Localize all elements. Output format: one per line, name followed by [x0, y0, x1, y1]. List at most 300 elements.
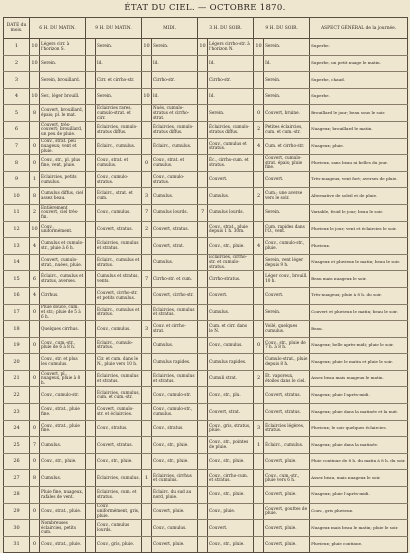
cloud-9am [86, 39, 96, 56]
sky-noon: Couv., str., pluie. [152, 453, 198, 470]
table-row [4, 387, 408, 404]
cloud-3pm: 7 [198, 204, 208, 221]
sky-noon: Couvert, pluie. [152, 503, 198, 520]
cloud-9am [86, 287, 96, 304]
cloud-6am: 0 [30, 420, 40, 437]
cloud-3pm [198, 88, 208, 105]
sky-6am: Couv., str. et plus les cumulus. [40, 354, 86, 371]
cloud-9am [86, 155, 96, 172]
sky-3pm: Couv., cirrho-cum. et stratus. [208, 470, 254, 487]
sky-9pm: Couv., str., pluie de 7 h. à 8 h. [264, 337, 310, 354]
sky-noon: Cirrho-str. [152, 72, 198, 89]
cloud-9pm: 2 [254, 370, 264, 387]
cloud-3pm [198, 404, 208, 421]
aspect-cell: Assez beau, mais nuageux le soir. [310, 470, 408, 487]
cloud-9pm: 2 [254, 188, 264, 205]
sky-9am: Éclaircies, cumulus, cum. et cum.-str. [96, 387, 142, 404]
cloud-6am [30, 387, 40, 404]
sky-6am: Couv., strat., pluie fine. [40, 420, 86, 437]
cloud-noon [142, 370, 152, 387]
table-row [4, 304, 408, 321]
cloud-3pm [198, 221, 208, 238]
aspect-cell: Alternative de soleil et de pluie. [310, 188, 408, 205]
sky-9am: Éclairc., cumulus. [96, 138, 142, 155]
sky-3pm: Couvert. [208, 287, 254, 304]
cloud-9pm [254, 304, 264, 321]
day-cell: 17 [4, 304, 30, 321]
sky-noon: Cumulus. [152, 337, 198, 354]
aspect-cell: Pluvieux le jour; vent et éclaircies le soir. [310, 221, 408, 238]
sky-6am: Couv., strat., pluie fine. [40, 404, 86, 421]
sky-noon: Couv., cumulo-str., cumulus. [152, 404, 198, 421]
day-cell: 8 [4, 155, 30, 172]
day-cell: 24 [4, 420, 30, 437]
cloud-noon: 10 [142, 39, 152, 56]
cloud-3pm [198, 321, 208, 338]
sky-6am: Entièrement couvert, ciel très-fin. [40, 204, 86, 221]
sky-noon: Cirrho-str. et cum. [152, 271, 198, 288]
sky-9am: Couvert, cumulo-str. et éclaircies. [96, 404, 142, 421]
sky-noon: Couvert, strat. [152, 238, 198, 255]
sky-9am: Éclaircies rares, cumulo-strat. et cirr. [96, 105, 142, 122]
aspect-cell: Superbe, chaud. [310, 72, 408, 89]
day-cell: 23 [4, 404, 30, 421]
aspect-cell: Nuageux; pluie l'après-midi. [310, 487, 408, 504]
sky-3pm: Cum. et cirr. dans le N. [208, 321, 254, 338]
cloud-3pm [198, 238, 208, 255]
cloud-9am [86, 404, 96, 421]
cloud-noon [142, 254, 152, 271]
table-row [4, 503, 408, 520]
sky-3pm: Couv., str., pointes de pluie. [208, 437, 254, 454]
cloud-9pm [254, 354, 264, 371]
sky-3pm: Couv., str., pluie. [208, 487, 254, 504]
sky-9am: Couvert, stratus. [96, 221, 142, 238]
sky-6am: Couv., strat., pluie. [40, 536, 86, 553]
cloud-6am: 0 [30, 503, 40, 520]
cloud-6am: 1 [30, 171, 40, 188]
sky-3pm: Légers cirrho-str. à l'horizon N. [208, 39, 254, 56]
cloud-3pm: 10 [198, 39, 208, 56]
cloud-3pm [198, 354, 208, 371]
cloud-9pm: 3 [254, 420, 264, 437]
sky-6am: Couvert, cumulo-strat., nuées, pluie. [40, 254, 86, 271]
cloud-6am [30, 321, 40, 338]
cloud-3pm [198, 271, 208, 288]
day-cell: 30 [4, 520, 30, 537]
cloud-9am [86, 520, 96, 537]
cloud-9am [86, 503, 96, 520]
aspect-cell: Assez beau mais nuageux le matin. [310, 370, 408, 387]
cloud-9pm [254, 536, 264, 553]
sky-3pm: Couv., strat., pluie depuis 1 h. 30m. [208, 221, 254, 238]
aspect-cell: Nuageux mais beau le matin; pluie le soir. [310, 520, 408, 537]
sky-9pm: Serein. [264, 88, 310, 105]
table-row [4, 287, 408, 304]
cloud-9pm [254, 171, 264, 188]
sky-9am: Serein. [96, 88, 142, 105]
sky-3pm: Serein. [208, 105, 254, 122]
cloud-noon [142, 337, 152, 354]
header-aspect: ASPECT GÉNÉRAL de la journée. [310, 18, 408, 39]
sky-9am: Couv., cumulo-stratus. [96, 171, 142, 188]
cloud-6am: 7 [30, 437, 40, 454]
header-row [4, 18, 408, 39]
sky-9am: Cir. et cum. dans le N., pluie vers 10 h. [96, 354, 142, 371]
sky-noon: Cumulus. [152, 254, 198, 271]
sky-3pm: Couv., cumulus et stratus. [208, 138, 254, 155]
aspect-cell: Nuageux et pluvieux le matin; beau le soir. [310, 254, 408, 271]
day-cell: 18 [4, 321, 30, 338]
table-row [4, 470, 408, 487]
cloud-3pm [198, 536, 208, 553]
cloud-6am [30, 520, 40, 537]
cloud-noon: 3 [142, 321, 152, 338]
day-cell: 11 [4, 204, 30, 221]
day-cell: 1 [4, 39, 30, 56]
table-row [4, 453, 408, 470]
sky-9am: Couvert, stratus. [96, 437, 142, 454]
cloud-9am [86, 453, 96, 470]
sky-9pm: Serein. [264, 39, 310, 56]
table-row [4, 138, 408, 155]
cloud-9pm: 10 [254, 39, 264, 56]
sky-3pm: Couv., str., plu. [208, 387, 254, 404]
cloud-noon [142, 487, 152, 504]
sky-9pm: Couvert, pluie. [264, 536, 310, 553]
cloud-9am [86, 204, 96, 221]
day-cell: 26 [4, 453, 30, 470]
sky-6am: Couv., uniformément. [40, 221, 86, 238]
table-row [4, 105, 408, 122]
sky-9pm: Léger couv., brouill. 10 h. [264, 271, 310, 288]
sky-noon: Couv., strat. et cumulus. [152, 155, 198, 172]
sky-9am: Éclairc., cumulo-stratus. [96, 337, 142, 354]
sky-9am: Couv. uniformément, gris, pluie. [96, 503, 142, 520]
cloud-3pm [198, 121, 208, 138]
aspect-cell: Nuageux; belle après-midi; pluie le soir. [310, 337, 408, 354]
table-row [4, 437, 408, 454]
sky-6am: Couv., str., pl. plus fine, vent, pluie. [40, 155, 86, 172]
cloud-6am: 10 [30, 221, 40, 238]
sky-3pm: Cirrho-str. [208, 72, 254, 89]
cloud-9am [86, 321, 96, 338]
sky-9pm: Éclairc., cumulus. [264, 437, 310, 454]
sky-9pm: Couvert, stratus. [264, 404, 310, 421]
table-row [4, 487, 408, 504]
header-date: DATE du mois. [4, 18, 30, 39]
sky-noon: Éclairc. du sud au nord, pluie. [152, 487, 198, 504]
sky-3pm: Couv., str., pluie. [208, 536, 254, 553]
cloud-3pm [198, 287, 208, 304]
cloud-9am [86, 437, 96, 454]
cloud-noon: 3 [142, 188, 152, 205]
cloud-9am [86, 221, 96, 238]
sky-3pm: Cumulus. [208, 304, 254, 321]
aspect-cell: Très-nuageux, vent fort; averses de pluie. [310, 171, 408, 188]
sky-9am: Couv., stratus. [96, 420, 142, 437]
aspect-cell: Nuageux; pluie l'après-midi. [310, 387, 408, 404]
cloud-6am [30, 404, 40, 421]
aspect-cell: Superbe. [310, 88, 408, 105]
cloud-6am [30, 121, 40, 138]
sky-noon: Couvert, pluie. [152, 536, 198, 553]
sky-6am: Légers cirr. à l'horizon S. [40, 39, 86, 56]
cloud-6am [30, 254, 40, 271]
cloud-9pm [254, 387, 264, 404]
cloud-noon: 0 [142, 155, 152, 172]
cloud-noon: 2 [142, 221, 152, 238]
cloud-3pm [198, 420, 208, 437]
aspect-cell: Pluie continue de 8 h. du matin à 8 h. du soir. [310, 453, 408, 470]
cloud-noon [142, 171, 152, 188]
cloud-9pm [254, 287, 264, 304]
cloud-9pm [254, 503, 264, 520]
cloud-9pm: 2 [254, 121, 264, 138]
aspect-cell: Superbe, un petit nuage le matin. [310, 55, 408, 72]
table-row [4, 171, 408, 188]
sky-3pm: Cumulus rapides. [208, 354, 254, 371]
sky-3pm: Couv., cumulus. [208, 337, 254, 354]
table-row [4, 420, 408, 437]
sky-3pm: Couvert. [208, 520, 254, 537]
sky-6am: Couv., strat., pluie. [40, 503, 86, 520]
cloud-3pm [198, 520, 208, 537]
sky-9am: Éclairc., cumulus et stratus. [96, 304, 142, 321]
cloud-9pm: 1 [254, 437, 264, 454]
cloud-noon [142, 287, 152, 304]
cloud-9pm: 4 [254, 138, 264, 155]
table-row [4, 204, 408, 221]
sky-6am: Couv., cumulo-str. [40, 387, 86, 404]
cloud-6am [30, 487, 40, 504]
cloud-3pm [198, 503, 208, 520]
cloud-3pm [198, 470, 208, 487]
sky-9am: Couv., cumulus. [96, 204, 142, 221]
cloud-3pm [198, 387, 208, 404]
cloud-3pm [198, 105, 208, 122]
cloud-9am [86, 88, 96, 105]
cloud-9pm [254, 487, 264, 504]
sky-9pm: Couvert, cumulo-strat. épais; pluie fine. [264, 155, 310, 172]
table-row [4, 404, 408, 421]
cloud-9pm [254, 321, 264, 338]
cloud-9am [86, 188, 96, 205]
sky-3pm: Couv., str., pluie. [208, 453, 254, 470]
sky-6am: Serein, brouillard. [40, 72, 86, 89]
cloud-6am: 8 [30, 105, 40, 122]
cloud-3pm [198, 171, 208, 188]
sky-9pm: Couv., cumulo-str., pluie. [264, 238, 310, 255]
table-row [4, 155, 408, 172]
cloud-9am [86, 55, 96, 72]
cloud-6am: 0 [30, 304, 40, 321]
cloud-3pm [198, 304, 208, 321]
sky-9pm: Cumulo-strat., pluie depuis 8 h. [264, 354, 310, 371]
cloud-noon [142, 72, 152, 89]
cloud-6am [30, 354, 40, 371]
sky-6am: Couv., str., pluie. [40, 453, 86, 470]
cloud-noon [142, 138, 152, 155]
cloud-9pm [254, 470, 264, 487]
sky-9pm: Cum.; une averse vers le soir. [264, 188, 310, 205]
sky-6am: Cumulus. [40, 437, 86, 454]
sky-9am: Couv., cumulus lourds. [96, 520, 142, 537]
cloud-9pm [254, 55, 264, 72]
cloud-noon [142, 503, 152, 520]
aspect-cell: Pluvieux; pluie continue. [310, 536, 408, 553]
sky-6am: Quelques cirrhus. [40, 321, 86, 338]
sky-6am: Couv., strat. peu nuageux; vent et pluie. [40, 138, 86, 155]
cloud-3pm [198, 55, 208, 72]
sky-noon: Éclaircies, cumulus et stratus. [152, 304, 198, 321]
aspect-cell: Couvert et pluvieux le matin; beau le soir. [310, 304, 408, 321]
sky-6am: Éclaircies, petits cumulus. [40, 171, 86, 188]
sky-9pm: Couvert, pluie. [264, 520, 310, 537]
cloud-3pm [198, 188, 208, 205]
cloud-noon: 7 [142, 204, 152, 221]
sky-3pm: Id. [208, 55, 254, 72]
sky-3pm: Id. [208, 88, 254, 105]
cloud-9am [86, 387, 96, 404]
day-cell: 28 [4, 487, 30, 504]
cloud-6am: 10 [30, 39, 40, 56]
day-cell: 5 [4, 105, 30, 122]
cloud-6am: 4 [30, 238, 40, 255]
table-row [4, 337, 408, 354]
cloud-3pm [198, 254, 208, 271]
sky-9pm: Id. [264, 55, 310, 72]
sky-noon: Id. [152, 88, 198, 105]
sky-noon: Couv., str., pluie. [152, 437, 198, 454]
sky-9pm: Voilé, quelques cumulus. [264, 321, 310, 338]
cloud-9pm [254, 204, 264, 221]
table-row [4, 39, 408, 56]
sky-noon: Serein. [152, 39, 198, 56]
cloud-6am: 0 [30, 536, 40, 553]
aspect-cell: Beau. [310, 321, 408, 338]
day-cell: 12 [4, 221, 30, 238]
cloud-noon [142, 304, 152, 321]
cloud-noon [142, 520, 152, 537]
sky-noon: Éclaircies, cirrhus et cumulus. [152, 470, 198, 487]
table-row [4, 254, 408, 271]
aspect-cell: Nuageux; pluie le matin et pluie le soir. [310, 354, 408, 371]
aspect-cell: Pluvieux; le soir quelques éclaircies. [310, 420, 408, 437]
cloud-noon [142, 238, 152, 255]
sky-9am: Cirr. et cirrho-str. [96, 72, 142, 89]
sky-noon: Couvert, cirrho-str. [152, 287, 198, 304]
sky-3pm: Cumulus lourds. [208, 204, 254, 221]
sky-9am: Éclaircies, cumulo-stratus diffus. [96, 121, 142, 138]
aspect-cell: Nuageux; pluie dans la matinée et la nuit. [310, 404, 408, 421]
aspect-cell: Nuageux; pluie dans la matinée. [310, 437, 408, 454]
day-cell: 7 [4, 138, 30, 155]
sky-noon: Couv., cumulus. [152, 520, 198, 537]
sky-9am: Couvert, cirrho-str. et petits cumulus. [96, 287, 142, 304]
sky-3pm: Couv., gris, stratus, pluie. [208, 420, 254, 437]
day-cell: 9 [4, 171, 30, 188]
sky-noon: Cumulus lourds. [152, 204, 198, 221]
sky-9pm: Ét. vaporeux, étoiles dans le ciel. [264, 370, 310, 387]
sky-9pm: Couvert. [264, 171, 310, 188]
table-row [4, 121, 408, 138]
sky-6am: Serein. [40, 55, 86, 72]
cloud-9am [86, 271, 96, 288]
sky-6am: Cumulus diffus, ciel assez beau. [40, 188, 86, 205]
sky-9pm: Cum. rapides dans l'O., vent. [264, 221, 310, 238]
day-cell: 3 [4, 72, 30, 89]
cloud-6am: 0 [30, 337, 40, 354]
sky-noon: Couv., stratus. [152, 420, 198, 437]
sky-9pm: Cum. et cirrho-str. [264, 138, 310, 155]
cloud-noon [142, 404, 152, 421]
cloud-6am: 8 [30, 470, 40, 487]
sky-9am: Serein. [96, 39, 142, 56]
sky-6am: Cirrhus. [40, 287, 86, 304]
sky-9pm: Serein. [264, 72, 310, 89]
cloud-3pm [198, 453, 208, 470]
cloud-9am [86, 536, 96, 553]
sky-3pm: Éc., cirrho-cum. et stratus. [208, 155, 254, 172]
sky-3pm: Couvert. [208, 171, 254, 188]
cloud-6am: 2 [30, 204, 40, 221]
table-row [4, 321, 408, 338]
cloud-noon: 10 [142, 88, 152, 105]
cloud-6am: 6 [30, 271, 40, 288]
cloud-9am [86, 487, 96, 504]
cloud-9pm [254, 72, 264, 89]
cloud-3pm [198, 72, 208, 89]
cloud-6am: 10 [30, 88, 40, 105]
header-9pm: 9 H. DU SOIR. [254, 18, 310, 39]
cloud-9pm [254, 155, 264, 172]
aspect-cell: Nuageux; pluie. [310, 138, 408, 155]
sky-3pm: Cirrho-stratus. [208, 271, 254, 288]
sky-9am: Couv., strat. et cumulus. [96, 155, 142, 172]
sky-9am: Éclairc., strat. et cum. [96, 188, 142, 205]
table-row [4, 271, 408, 288]
day-cell: 2 [4, 55, 30, 72]
sky-6am: Couvert, brouillard, épais; pl. le mat. [40, 105, 86, 122]
sky-9am: Couv., cumulus. [96, 321, 142, 338]
sky-9am: Éclaircies, cumulus. [96, 470, 142, 487]
sky-9pm: Petites éclaircies, cum. et cum.-str. [264, 121, 310, 138]
cloud-9am [86, 72, 96, 89]
sky-9pm: Couv., cum.-str., pluie vers 6 h. [264, 470, 310, 487]
table-body [4, 39, 408, 553]
sky-6am: Cumulus et cumulo-str., pluie à 6 h. [40, 238, 86, 255]
sky-9pm: Couvert, pluie. [264, 453, 310, 470]
cloud-3pm [198, 155, 208, 172]
sky-6am: Éclairc., cumulus et stratus, averses. [40, 271, 86, 288]
aspect-cell: Pluvieux. [310, 238, 408, 255]
sky-noon: Couv., cumulo-str. [152, 387, 198, 404]
table-row [4, 221, 408, 238]
sky-9am: Éclairc., cumulus et stratus. [96, 254, 142, 271]
sky-noon: Couvert, stratus. [152, 221, 198, 238]
cloud-9am [86, 254, 96, 271]
sky-6am: Couvert, très-couvert; brouillard, un peu de pluie. [40, 121, 86, 138]
sky-6am: Pluie fine, nuageux, rafales de vent. [40, 487, 86, 504]
day-cell: 19 [4, 337, 30, 354]
sky-3pm: Éclaircies, cumulo-stratus diffus. [208, 121, 254, 138]
sky-6am: Cumulus. [40, 470, 86, 487]
cloud-9pm [254, 254, 264, 271]
table-row [4, 55, 408, 72]
cloud-9am [86, 121, 96, 138]
aspect-cell: Nuageux; brouillard le matin. [310, 121, 408, 138]
